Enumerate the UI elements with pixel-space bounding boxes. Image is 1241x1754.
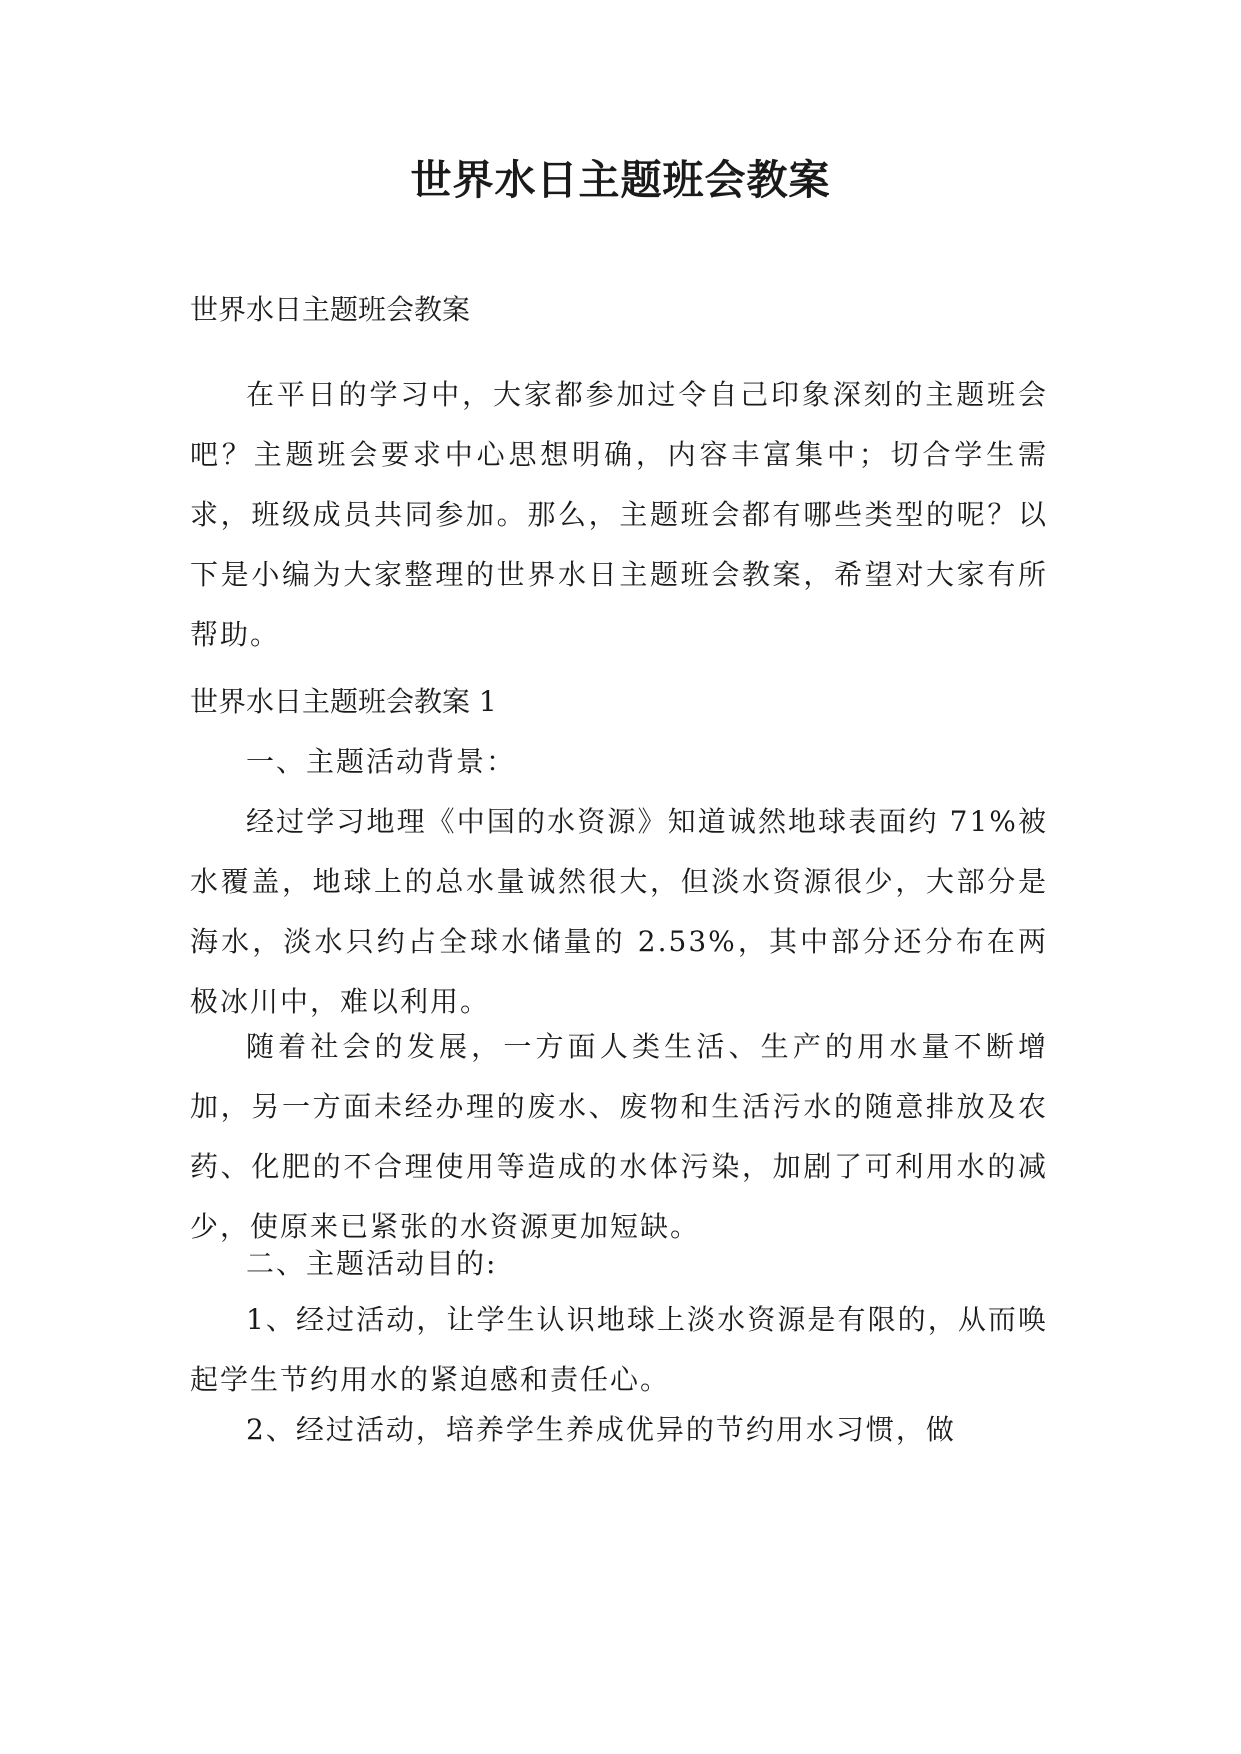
purpose-heading: 二、主题活动目的: bbox=[246, 1247, 498, 1280]
intro-paragraph: 在平日的学习中，大家都参加过令自己印象深刻的主题班会吧？主题班会要求中心思想明确，内容丰富集中；切合学生需求，班级成员共同参加。那么，主题班会都有哪些类型的呢？以下是小编为大家整理的世界水日主题班会教案，希望对大家有所帮助。 bbox=[190, 378, 1048, 651]
document-title: 世界水日主题班会教案 bbox=[410, 156, 831, 204]
section-title-1: 世界水日主题班会教案 1 bbox=[190, 685, 497, 718]
document-subtitle: 世界水日主题班会教案 bbox=[190, 293, 471, 326]
background-paragraph-1: 经过学习地理《中国的水资源》知道诚然地球表面约 71%被水覆盖，地球上的总水量诚然很大，但淡水资源很少，大部分是海水，淡水只约占全球水储量的 2.53%，其中部分还分布在两极冰川中，难以利用。 bbox=[190, 805, 1048, 1018]
background-paragraph-2: 随着社会的发展，一方面人类生活、生产的用水量不断增加，另一方面未经办理的废水、废物和生活污水的随意排放及农药、化肥的不合理使用等造成的水体污染，加剧了可利用水的减少，使原来已紧张的水资源更加短缺。 bbox=[190, 1030, 1048, 1243]
purpose-item-2: 2、经过活动，培养学生养成优异的节约用水习惯，做 bbox=[246, 1413, 956, 1446]
purpose-item-1: 1、经过活动，让学生认识地球上淡水资源是有限的，从而唤起学生节约用水的紧迫感和责任心。 bbox=[190, 1303, 1048, 1396]
background-heading: 一、主题活动背景： bbox=[246, 745, 517, 778]
